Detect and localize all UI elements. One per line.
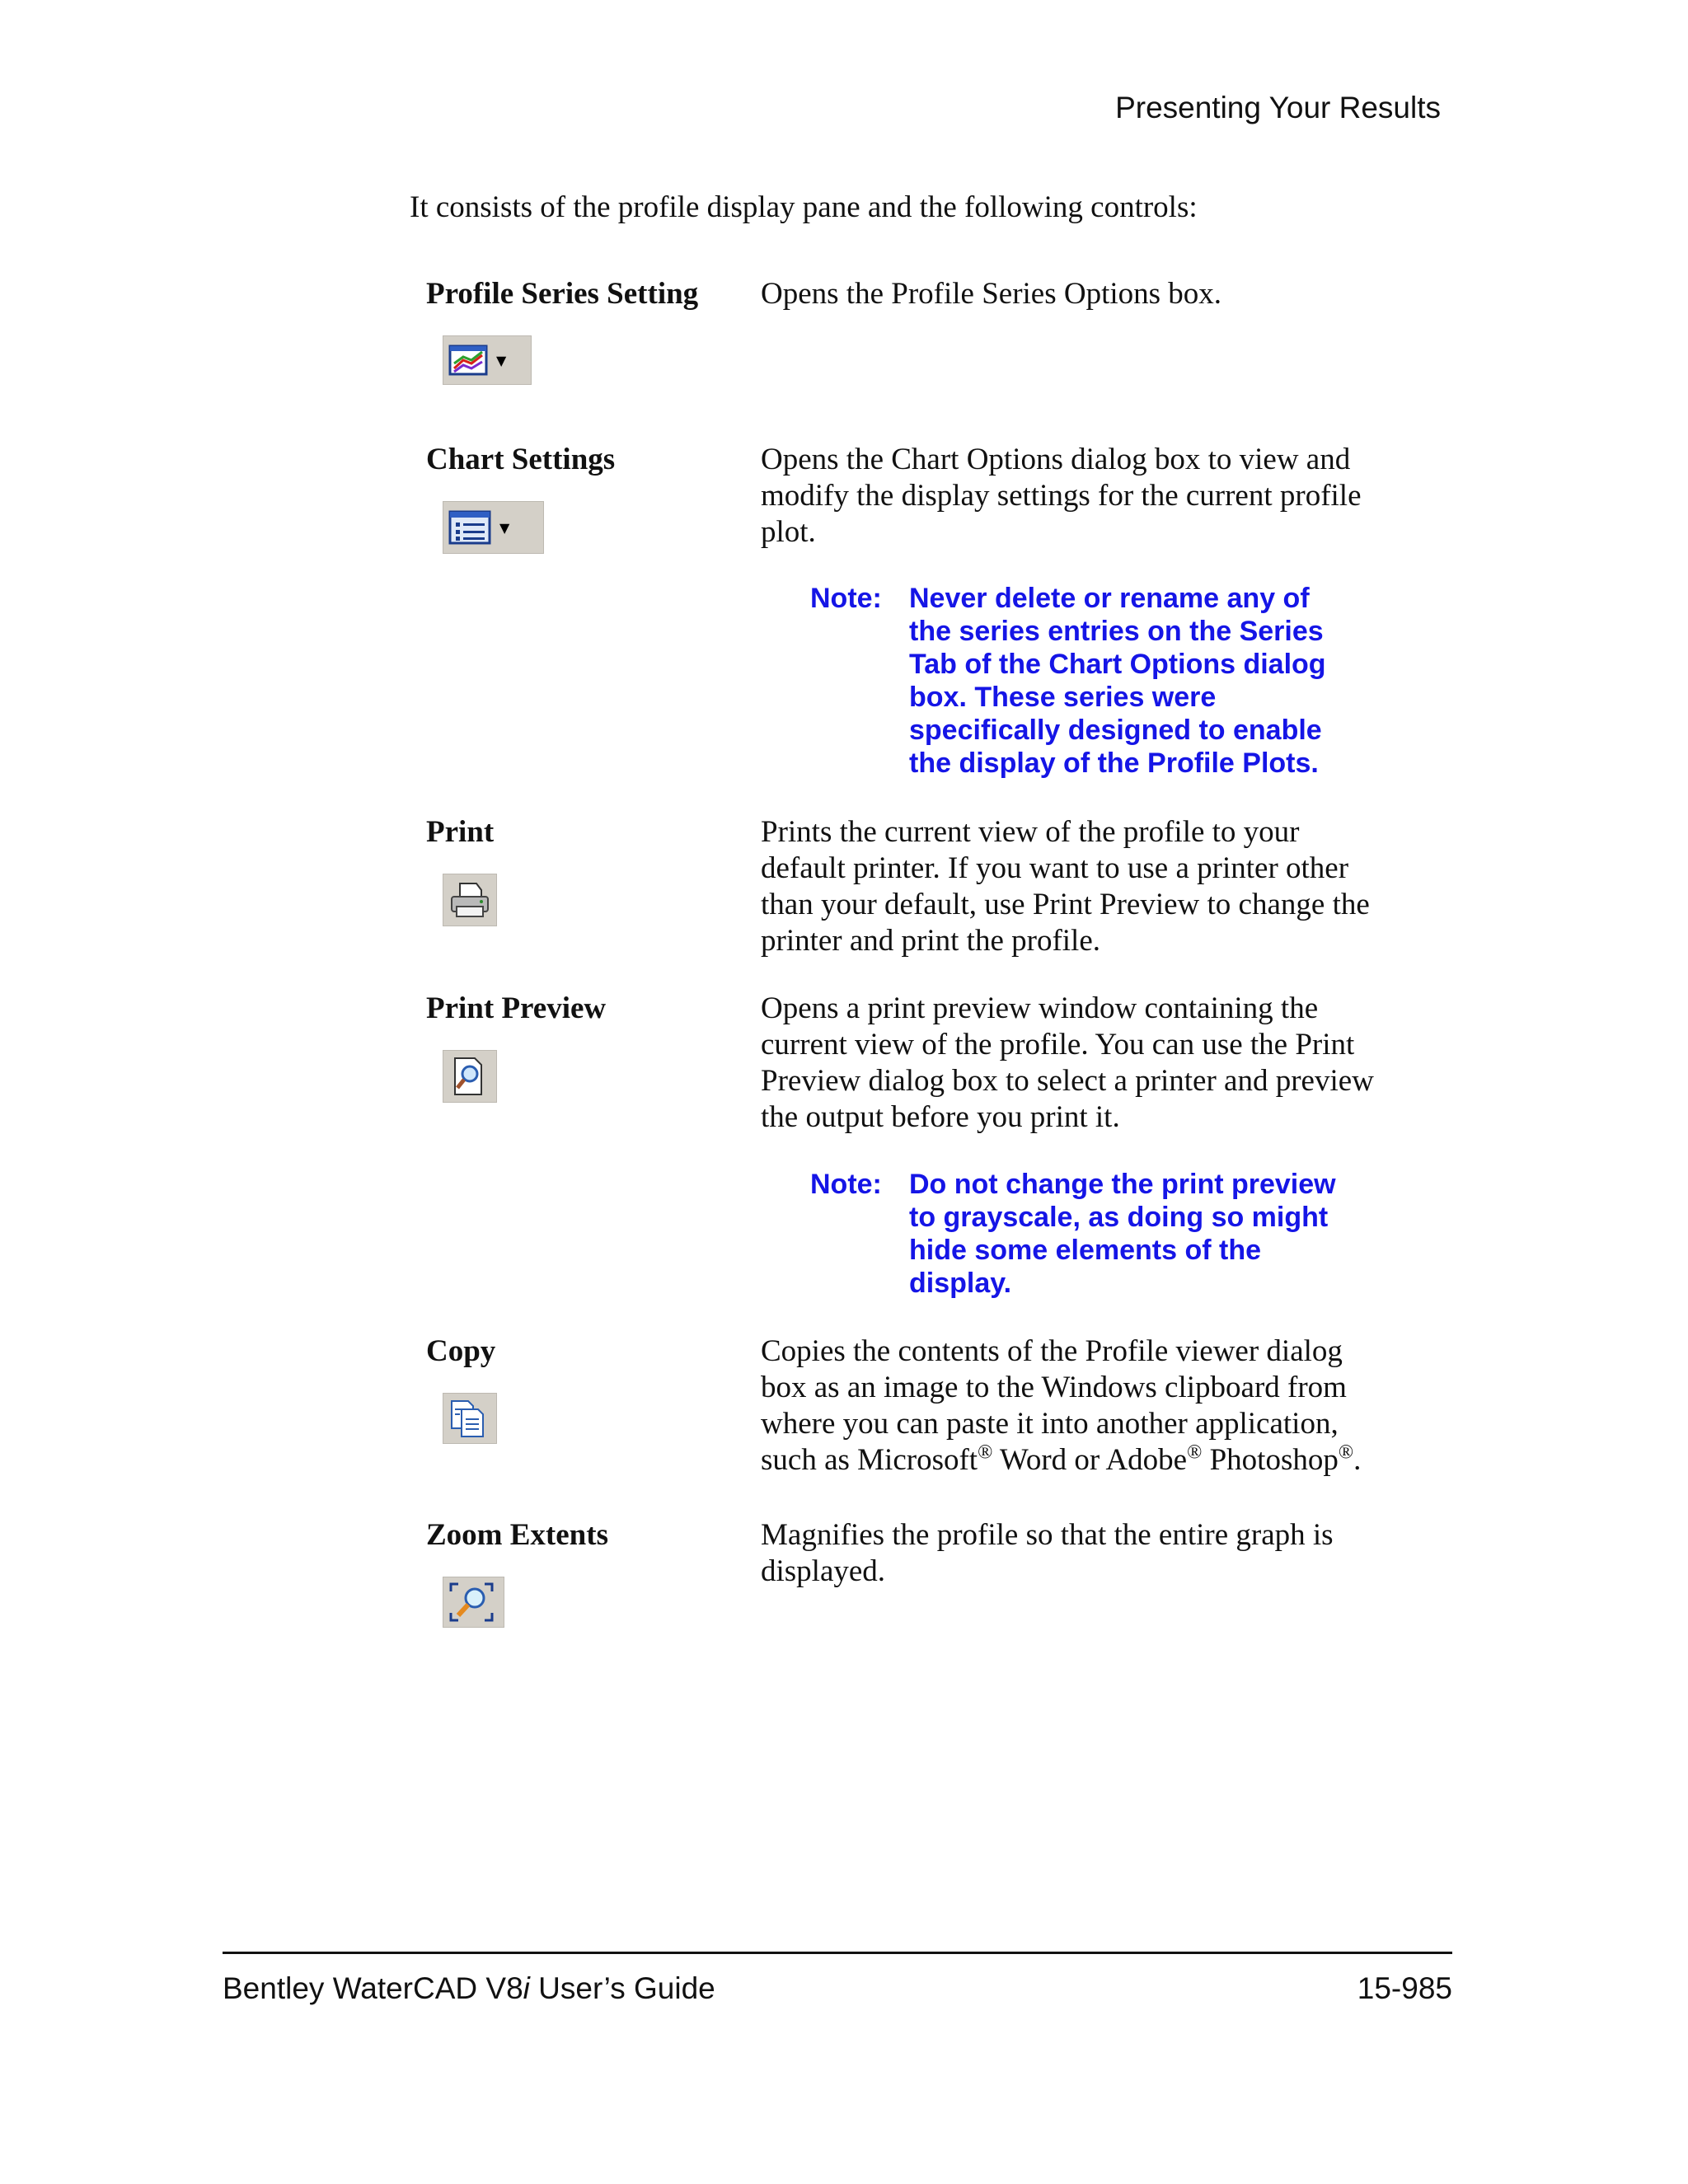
description-print-preview: Opens a print preview window containing the current view of the profile. You can use the Print Preview dialog box to select a printer and preview the output before you print it.: [761, 991, 1374, 1134]
zoom-extents-button[interactable]: [443, 1577, 504, 1628]
description-chart-settings: Opens the Chart Options dialog box to view and modify the display settings for the current profile plot.: [761, 443, 1362, 549]
copy-icon: [448, 1399, 486, 1438]
term-profile-series: Profile Series Setting: [426, 277, 699, 311]
chart-settings-button[interactable]: [443, 501, 544, 554]
page-number: 15-985: [1357, 1971, 1452, 2005]
zoom-extents-icon: [448, 1582, 495, 1623]
print-preview-icon: [448, 1056, 488, 1097]
footer-guide-title: Bentley WaterCAD V8i User’s Guide: [223, 1971, 715, 2005]
term-zoom-extents: Zoom Extents: [426, 1518, 608, 1552]
note-text: Never delete or rename any of the series entries on the Series Tab of the Chart Options dialog box. These series were specifically designed to enable the display of the Profile Plots.: [909, 583, 1326, 779]
term-print: Print: [426, 815, 495, 849]
profile-series-button[interactable]: [443, 335, 532, 385]
note-text: Do not change the print preview to grayscale, as doing so might hide some elements of the display.: [909, 1169, 1336, 1299]
description-copy: Copies the contents of the Profile viewer dialog box as an image to the Windows clipboard from where you can paste it into another application, such as Microsoft® Word or Adobe® Photoshop®.: [761, 1334, 1362, 1477]
description-zoom-extents: Magnifies the profile so that the entire graph is displayed.: [761, 1518, 1334, 1588]
term-copy: Copy: [426, 1334, 496, 1368]
description-profile-series: Opens the Profile Series Options box.: [761, 277, 1222, 311]
note-print-preview: [810, 1168, 1387, 1300]
intro-paragraph: It consists of the profile display pane and the following controls:: [410, 190, 1198, 224]
note-label: Note:: [810, 1169, 882, 1200]
print-button[interactable]: [443, 874, 497, 926]
footer-divider: [223, 1952, 1452, 1954]
running-header: Presenting Your Results: [1115, 91, 1441, 124]
chevron-down-icon[interactable]: ▼: [496, 352, 507, 368]
note-label: Note:: [810, 583, 882, 614]
printer-icon: [448, 880, 491, 920]
print-preview-button[interactable]: [443, 1050, 497, 1103]
chart-settings-icon: [448, 509, 491, 546]
profile-series-icon: [448, 344, 488, 377]
copy-button[interactable]: [443, 1393, 497, 1444]
term-print-preview: Print Preview: [426, 991, 607, 1025]
chevron-down-icon[interactable]: ▼: [499, 519, 510, 536]
term-chart-settings: Chart Settings: [426, 443, 616, 476]
note-chart-settings: [810, 582, 1387, 780]
description-print: Prints the current view of the profile to your default printer. If you want to use a printer other than your default, use Print Preview to change the printer and print the profile.: [761, 815, 1370, 958]
